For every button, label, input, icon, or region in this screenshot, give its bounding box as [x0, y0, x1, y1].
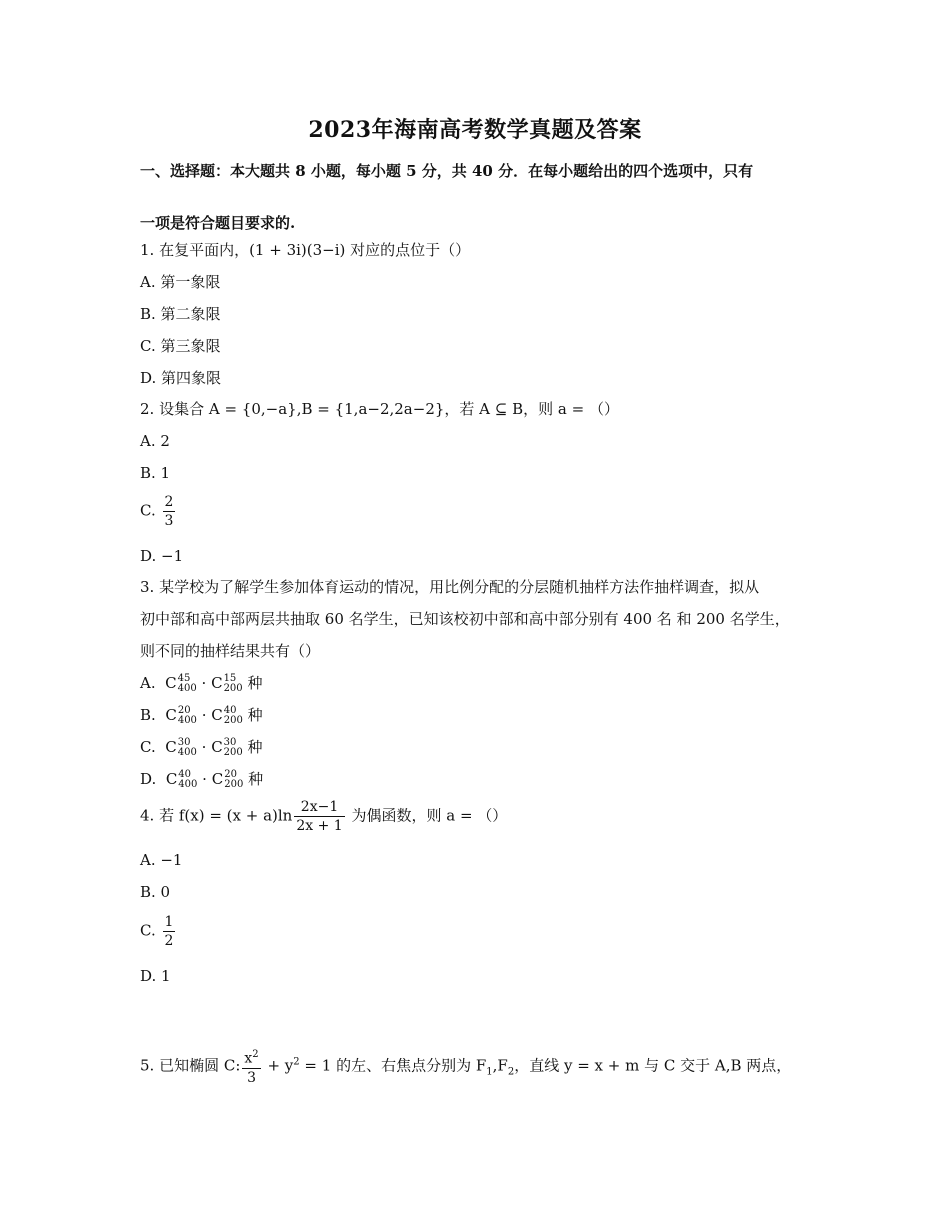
- fraction-numerator: 2x−1: [300, 799, 339, 815]
- q3-stem-line2: 初中部和高中部两层共抽取 60 名学生，已知该校初中部和高中部分别有 400 名 和 200 名学生，: [140, 610, 790, 628]
- combination-term: C 45 400: [165, 673, 197, 694]
- q2-option-c-fraction: [163, 493, 176, 530]
- q1-stem: 1. 在复平面内，(1 + 3i)(3−i) 对应的点位于（）: [140, 241, 471, 259]
- option-label: D.: [140, 770, 157, 788]
- q2-option-c: [140, 493, 177, 530]
- fraction-denominator: 3: [164, 513, 174, 529]
- q3-option-c: C. C 30 400 · C 30 200 种: [140, 737, 263, 758]
- q4-option-c-fraction: [163, 913, 176, 950]
- q2-option-c-label: C.: [140, 501, 156, 520]
- q4-stem: 4. 若 f(x) = (x + a)ln $\frac{2x-1}{2x + 1}$ 为偶函数，则 a = （）: [140, 799, 508, 834]
- q5-ellipse-fraction: [242, 1046, 260, 1087]
- option-label: C.: [140, 738, 156, 756]
- q1-option-c: C. 第三象限: [140, 337, 221, 355]
- fraction-denominator: 2x + 1: [296, 818, 343, 834]
- q2-option-b: B. 1: [140, 464, 171, 482]
- q4-log-fraction: [294, 798, 344, 835]
- section-header-line2: 一项是符合题目要求的.: [140, 214, 296, 232]
- combination-term: C 30 200: [211, 737, 243, 758]
- fraction-denominator: 3: [247, 1069, 256, 1086]
- q3-stem-line3: 则不同的抽样结果共有（）: [140, 642, 321, 660]
- combination-term: C 40 400: [165, 769, 198, 790]
- q5-stem: 5. 已知椭圆 C: $\frac{x^2}{3}$ + $y^2 = 1$ 的左、右焦点分别为 $F_1,F_2$，直线 y = x + m 与 C 交于 A,B 两点，: [140, 1046, 791, 1087]
- q1-option-b: B. 第二象限: [140, 305, 221, 323]
- q3-option-a: A. C 45 400 · C 15 200 种: [140, 673, 263, 694]
- fraction-numerator: 2: [164, 494, 174, 510]
- q1-option-a: A. 第一象限: [140, 273, 221, 291]
- page-title: 2023年海南高考数学真题及答案: [308, 117, 642, 143]
- fraction-denominator: 2: [164, 933, 174, 949]
- q3-stem-line1: 3. 某学校为了解学生参加体育运动的情况，用比例分配的分层随机抽样方法作抽样调查，拟从: [140, 578, 760, 596]
- fraction-numerator: 1: [164, 914, 174, 930]
- q2-stem: 2. 设集合 A = {0,−a},B = {1,a−2,2a−2}，若 A ⊆ B，则 a = （）: [140, 400, 619, 418]
- fraction-numerator: $x^2$: [244, 1049, 259, 1067]
- q3-option-d: D. C 40 400 · C 20 200 种: [140, 769, 264, 790]
- combination-term: C 15 200: [211, 673, 243, 694]
- q4-option-d: D. 1: [140, 967, 171, 985]
- q4-option-c: [140, 913, 177, 950]
- option-label: A.: [140, 674, 156, 692]
- combination-term: C 40 200: [211, 705, 243, 726]
- q2-option-d: D. −1: [140, 547, 184, 565]
- section-header-line1: 一、选择题：本大题共 8 小题，每小题 5 分，共 40 分．在每小题给出的四个选项中，只有: [140, 162, 754, 180]
- combination-term: C 30 400: [165, 737, 197, 758]
- q4-option-c-label: C.: [140, 921, 156, 940]
- option-label: B.: [140, 706, 156, 724]
- q1-option-d: D. 第四象限: [140, 369, 222, 387]
- q4-option-b: B. 0: [140, 883, 171, 901]
- q2-option-a: A. 2: [140, 432, 170, 450]
- combination-term: C 20 200: [211, 769, 244, 790]
- q3-option-b: B. C 20 400 · C 40 200 种: [140, 705, 263, 726]
- q4-option-a: A. −1: [140, 851, 183, 869]
- combination-term: C 20 400: [165, 705, 197, 726]
